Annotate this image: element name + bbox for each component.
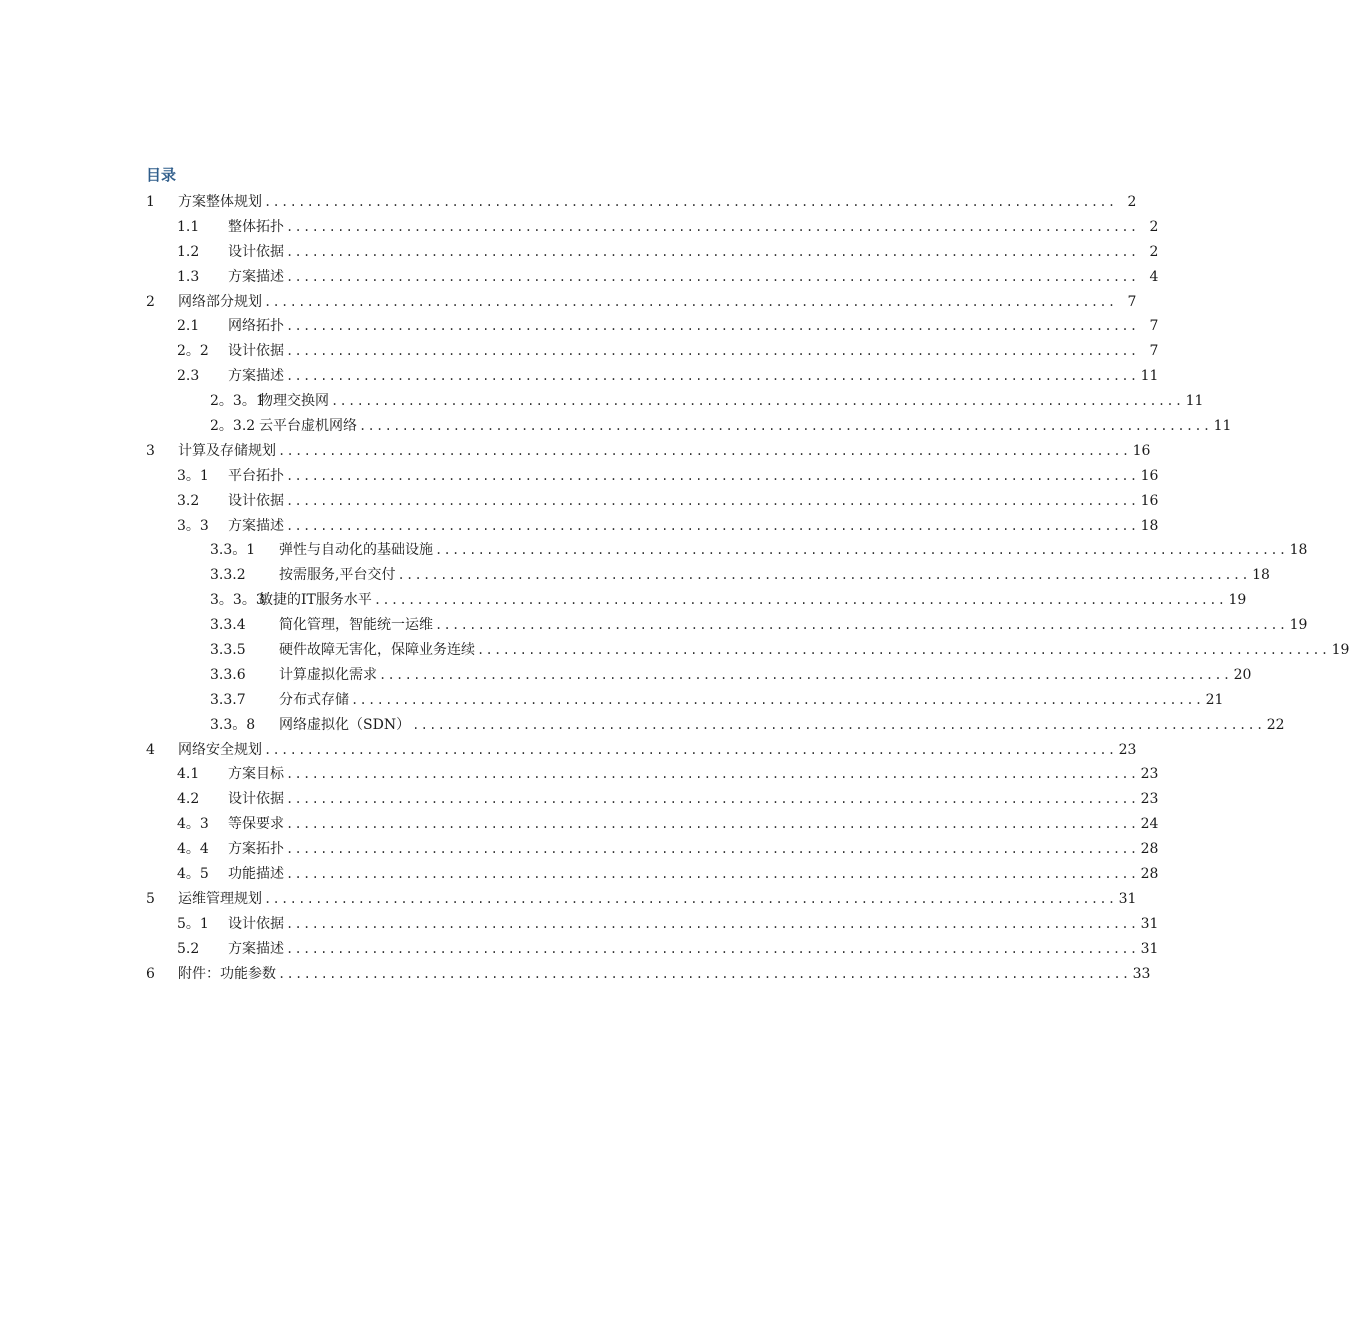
dot-leader: ....................................................................................................: [286, 319, 1139, 334]
toc-entry[interactable]: [146, 862, 1159, 887]
toc-entry[interactable]: [146, 240, 1159, 265]
toc-entry[interactable]: [146, 339, 1159, 364]
toc-entry[interactable]: [146, 514, 1159, 539]
dot-leader: ....................................................................................................: [286, 867, 1139, 882]
toc-entry-page: 11: [1140, 368, 1159, 385]
toc-entry-text: 设计依据: [228, 791, 284, 808]
toc-entry-text: 方案整体规划: [178, 194, 262, 210]
toc-entry-page: 31: [1118, 890, 1137, 907]
toc-entry-page: 19: [1331, 642, 1349, 659]
toc-entry-number: 3.3.7: [210, 691, 246, 708]
toc-entry-number: 3。3: [177, 517, 209, 534]
toc-entry-page: 23: [1140, 766, 1159, 783]
toc-entry[interactable]: [146, 613, 1308, 638]
toc-entry-text: 设计依据: [228, 492, 284, 509]
toc-entry-text: 方案拓扑: [228, 841, 284, 858]
toc-entry[interactable]: [146, 439, 1151, 464]
toc-entry-page: 16: [1140, 467, 1159, 484]
dot-leader: ....................................................................................................: [286, 767, 1139, 782]
toc-entry[interactable]: [146, 538, 1308, 563]
toc-entry-text: 设计依据: [228, 343, 284, 360]
toc-entry-page: 16: [1132, 442, 1151, 459]
toc-entry-text: 整体拓扑: [228, 218, 284, 235]
toc-entry-number: 2。2: [177, 343, 209, 360]
toc-entry[interactable]: [146, 787, 1159, 812]
toc-entry-number: 4.2: [177, 791, 200, 808]
toc-entry-page: 31: [1140, 915, 1159, 932]
toc-entry-number: 2。3。1: [210, 393, 265, 410]
toc-entry-number: 4.1: [177, 766, 200, 783]
toc-entry[interactable]: [146, 563, 1270, 588]
toc-entry-text: 简化管理，智能统一运维: [279, 617, 433, 634]
toc-entry[interactable]: [146, 190, 1137, 215]
toc-entry-number: 1.2: [177, 243, 200, 260]
toc-title: 目录: [146, 166, 177, 184]
toc-entry-number: 4。3: [177, 816, 209, 833]
toc-entry[interactable]: [146, 762, 1159, 787]
toc-entry[interactable]: [146, 265, 1159, 290]
toc-entry-text: 云平台虚机网络: [259, 418, 357, 435]
toc-entry-text: 计算虚拟化需求: [279, 666, 377, 683]
toc-entry-page: 23: [1118, 741, 1137, 758]
toc-entry-text: 附件：功能参数: [178, 965, 276, 982]
toc-entry-text: 方案描述: [228, 940, 284, 957]
toc-entry-text: 运维管理规划: [178, 890, 262, 907]
toc-entry-text: 方案目标: [228, 766, 284, 783]
dot-leader: ....................................................................................................: [351, 692, 1204, 707]
toc-entry[interactable]: [146, 464, 1159, 489]
toc-entry[interactable]: [146, 389, 1204, 414]
toc-entry-text: 网络拓扑: [228, 318, 284, 335]
toc-entry-text: 设计依据: [228, 243, 284, 260]
toc-entry-number: 3: [146, 442, 155, 459]
toc-entry[interactable]: [146, 290, 1137, 315]
toc-entry-text: 弹性与自动化的基础设施: [279, 542, 433, 559]
toc-entry-page: 24: [1140, 816, 1159, 833]
toc-entry[interactable]: [146, 937, 1159, 962]
toc-entry[interactable]: [146, 962, 1151, 987]
dot-leader: ....................................................................................................: [286, 244, 1139, 259]
toc-entry-text: 方案描述: [228, 268, 284, 285]
dot-leader: ....................................................................................................: [264, 742, 1117, 757]
toc-entry-text: 敏捷的IT服务水平: [259, 592, 372, 609]
dot-leader: ....................................................................................................: [278, 966, 1131, 981]
toc-entry-page: 22: [1266, 716, 1285, 733]
toc-entry-number: 1.1: [177, 218, 200, 235]
toc-entry-number: 3。3。3: [210, 592, 265, 609]
toc-entry-page: 18: [1289, 542, 1308, 559]
toc-entry-number: 2.3: [177, 368, 200, 385]
toc-entry-page: 2: [1127, 194, 1137, 210]
dot-leader: ....................................................................................................: [264, 891, 1117, 906]
toc-entry-page: 20: [1233, 666, 1252, 683]
toc-entry-number: 3.3.4: [210, 617, 246, 634]
dot-leader: ....................................................................................................: [286, 842, 1139, 857]
toc-entry-page: 19: [1289, 617, 1308, 634]
dot-leader: ....................................................................................................: [286, 792, 1139, 807]
toc-entry[interactable]: [146, 713, 1285, 738]
dot-leader: ....................................................................................................: [286, 941, 1139, 956]
dot-leader: ....................................................................................................: [286, 493, 1139, 508]
dot-leader: ....................................................................................................: [286, 269, 1139, 284]
dot-leader: ....................................................................................................: [286, 369, 1139, 384]
toc-entry-page: 2: [1149, 243, 1159, 260]
toc-entry-page: 16: [1140, 492, 1159, 509]
table-of-contents: [146, 190, 1349, 987]
toc-entry-page: 28: [1140, 866, 1159, 883]
toc-entry-page: 2: [1149, 218, 1159, 235]
toc-entry-text: 按需服务,平台交付: [279, 567, 396, 584]
toc-entry-text: 平台拓扑: [228, 467, 284, 484]
dot-leader: ....................................................................................................: [286, 817, 1139, 832]
toc-entry-page: 7: [1149, 318, 1159, 335]
toc-entry[interactable]: [146, 215, 1159, 240]
toc-entry-page: 18: [1252, 567, 1270, 584]
dot-leader: ....................................................................................................: [286, 219, 1139, 234]
dot-leader: ....................................................................................................: [264, 195, 1117, 209]
dot-leader: ....................................................................................................: [373, 593, 1227, 608]
toc-entry-page: 21: [1205, 691, 1224, 708]
dot-leader: ....................................................................................................: [278, 443, 1131, 458]
toc-entry[interactable]: [146, 837, 1159, 862]
toc-entry-text: 网络虚拟化（SDN）: [279, 716, 411, 733]
toc-entry-page: 11: [1213, 418, 1232, 435]
dot-leader: ....................................................................................................: [286, 518, 1139, 533]
toc-entry[interactable]: [146, 688, 1224, 713]
toc-entry[interactable]: [146, 912, 1159, 937]
toc-entry-text: 计算及存储规划: [178, 442, 276, 459]
toc-entry-number: 2。3.2: [210, 418, 256, 435]
toc-entry-text: 等保要求: [228, 816, 284, 833]
toc-entry[interactable]: [146, 588, 1247, 613]
toc-entry-page: 18: [1140, 517, 1159, 534]
toc-entry[interactable]: [146, 663, 1252, 688]
dot-leader: ....................................................................................................: [397, 568, 1250, 583]
toc-entry-text: 网络部分规划: [178, 293, 262, 310]
toc-entry[interactable]: [146, 489, 1159, 514]
toc-entry-number: 2: [146, 293, 155, 310]
toc-entry-number: 3.3。1: [210, 542, 256, 559]
toc-entry-number: 1: [146, 194, 155, 210]
toc-entry-number: 5.2: [177, 940, 200, 957]
toc-entry-text: 设计依据: [228, 915, 284, 932]
dot-leader: ....................................................................................................: [286, 468, 1139, 483]
toc-entry-page: 28: [1140, 841, 1159, 858]
toc-entry-page: 7: [1149, 343, 1159, 360]
toc-entry-page: 23: [1140, 791, 1159, 808]
toc-entry[interactable]: [146, 812, 1159, 837]
dot-leader: ....................................................................................................: [286, 344, 1139, 359]
toc-entry-number: 5: [146, 890, 155, 907]
toc-entry-number: 3.3。8: [210, 716, 256, 733]
toc-entry[interactable]: [146, 364, 1159, 389]
toc-entry[interactable]: [146, 414, 1232, 439]
toc-entry-text: 物理交换网: [259, 393, 329, 410]
toc-entry[interactable]: [146, 638, 1349, 663]
toc-entry-text: 方案描述: [228, 517, 284, 534]
dot-leader: ....................................................................................................: [379, 667, 1232, 682]
dot-leader: ....................................................................................................: [435, 543, 1288, 558]
toc-entry-number: 3。1: [177, 467, 209, 484]
dot-leader: ....................................................................................................: [412, 717, 1265, 732]
toc-entry-text: 方案描述: [228, 368, 284, 385]
toc-entry-page: 19: [1228, 592, 1247, 609]
toc-entry-page: 33: [1132, 965, 1151, 982]
toc-entry-number: 6: [146, 965, 155, 982]
dot-leader: ....................................................................................................: [286, 916, 1139, 931]
dot-leader: ....................................................................................................: [359, 419, 1212, 434]
toc-entry[interactable]: [146, 314, 1159, 339]
dot-leader: ....................................................................................................: [477, 643, 1330, 658]
toc-entry-page: 4: [1149, 268, 1159, 285]
toc-entry-text: 功能描述: [228, 866, 284, 883]
dot-leader: ....................................................................................................: [331, 394, 1184, 409]
toc-entry-text: 分布式存储: [279, 691, 349, 708]
toc-entry-text: 硬件故障无害化，保障业务连续: [279, 642, 475, 659]
toc-entry-number: 2.1: [177, 318, 200, 335]
toc-entry-number: 1.3: [177, 268, 200, 285]
toc-entry[interactable]: [146, 738, 1137, 763]
toc-entry-number: 3.3.5: [210, 642, 246, 659]
dot-leader: ....................................................................................................: [264, 294, 1117, 309]
toc-entry-number: 3.2: [177, 492, 200, 509]
toc-entry[interactable]: [146, 887, 1137, 912]
toc-entry-text: 网络安全规划: [178, 741, 262, 758]
toc-entry-number: 3.3.2: [210, 567, 246, 584]
toc-entry-number: 3.3.6: [210, 666, 246, 683]
toc-entry-page: 7: [1127, 293, 1137, 310]
toc-entry-number: 4。4: [177, 841, 209, 858]
toc-entry-number: 4: [146, 741, 155, 758]
toc-entry-page: 11: [1185, 393, 1204, 410]
toc-entry-number: 5。1: [177, 915, 209, 932]
toc-entry-number: 4。5: [177, 866, 209, 883]
toc-entry-page: 31: [1140, 940, 1159, 957]
dot-leader: ....................................................................................................: [435, 618, 1288, 633]
